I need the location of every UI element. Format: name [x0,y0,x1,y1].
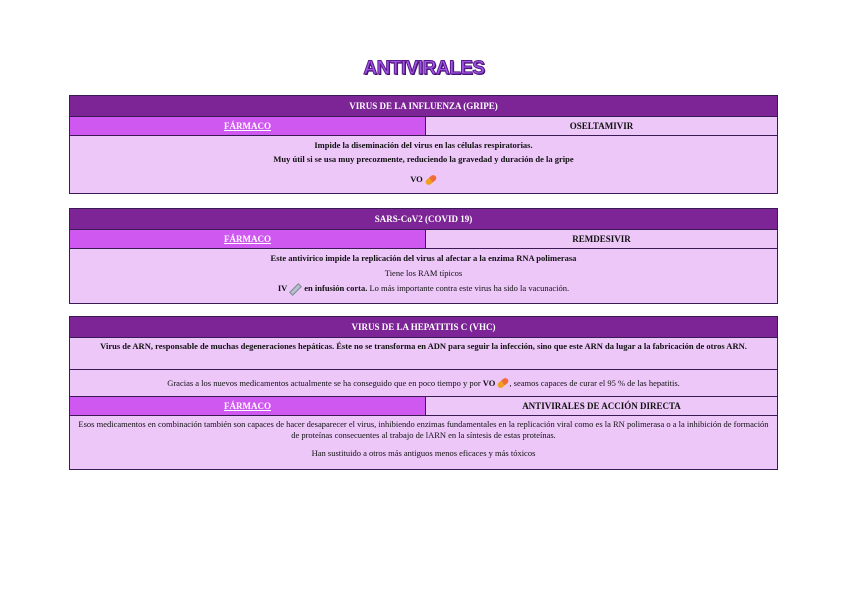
sars-header: SARS-CoV2 (COVID 19) [70,209,777,230]
farmaco-label: FÁRMACO [70,397,426,415]
hepatitis-new-drugs [70,370,777,397]
new-drugs-text: Gracias a los nuevos medicamentos actualmente se ha conseguido que en poco tiempo y por [167,378,481,388]
sars-line3 [70,282,777,294]
cure-rate-text: , seamos capaces de curar el 95 % de las hepatitis. [509,378,680,388]
sars-line2: Tiene los RAM típicos [384,268,463,278]
sars-vaccination-note: Lo más importante contra este virus ha sido la vacunación. [369,283,570,293]
farmaco-label: FÁRMACO [70,230,426,248]
sars-section [69,208,778,304]
hepatitis-drug-row [70,397,777,416]
influenza-line2: Muy útil si se usa muy precozmente, reduciendo la gravedad y duración de la gripe [273,154,574,164]
sars-drug-row [70,230,777,249]
pill-icon [497,377,510,389]
drug-name: OSELTAMIVIR [426,117,777,135]
hepatitis-body [70,416,777,469]
mechanism-text: Esos medicamentos en combinación también son capaces de hacer desaparecer el virus, inhibiendo enzimas fundamentales en la replicación viral como es la RN polimerasa o a la inhibición de formación de proteínas consecuentes al trabajo de lARN en la síntesis de estas proteínas. [78,419,769,440]
influenza-header: VIRUS DE LA INFLUENZA (GRIPE) [70,96,777,117]
drug-name: ANTIVIRALES DE ACCIÓN DIRECTA [426,397,777,415]
replaced-text: Han sustituido a otros más antiguos menos eficaces y más tóxicos [311,448,536,458]
pill-icon [424,174,437,186]
route-note: en infusión corta. [304,283,368,293]
sars-line1: Este antivírico impide la replicación del virus al afectar a la enzima RNA polimerasa [270,253,577,263]
page-title: ANTIVIRALES [363,58,485,79]
hepatitis-section [69,316,778,470]
drug-name: REMDESIVIR [426,230,777,248]
farmaco-label: FÁRMACO [70,117,426,135]
influenza-route [70,173,777,185]
hepatitis-intro: Virus de ARN, responsable de muchas degeneraciones hepáticas. Éste no se transforma en ADN para seguir la infección, sino que este ARN da lugar a la fabricación de otros ARN. [70,338,777,370]
hepatitis-header: VIRUS DE LA HEPATITIS C (VHC) [70,317,777,338]
sars-body [70,249,777,303]
route-label: VO [482,378,496,388]
influenza-section [69,95,778,194]
syringe-icon [289,283,302,296]
route-label: VO [410,174,423,184]
influenza-body [70,136,777,193]
route-label: IV [277,283,288,293]
influenza-line1: Impide la diseminación del virus en las células respiratorias. [314,140,533,150]
influenza-drug-row [70,117,777,136]
